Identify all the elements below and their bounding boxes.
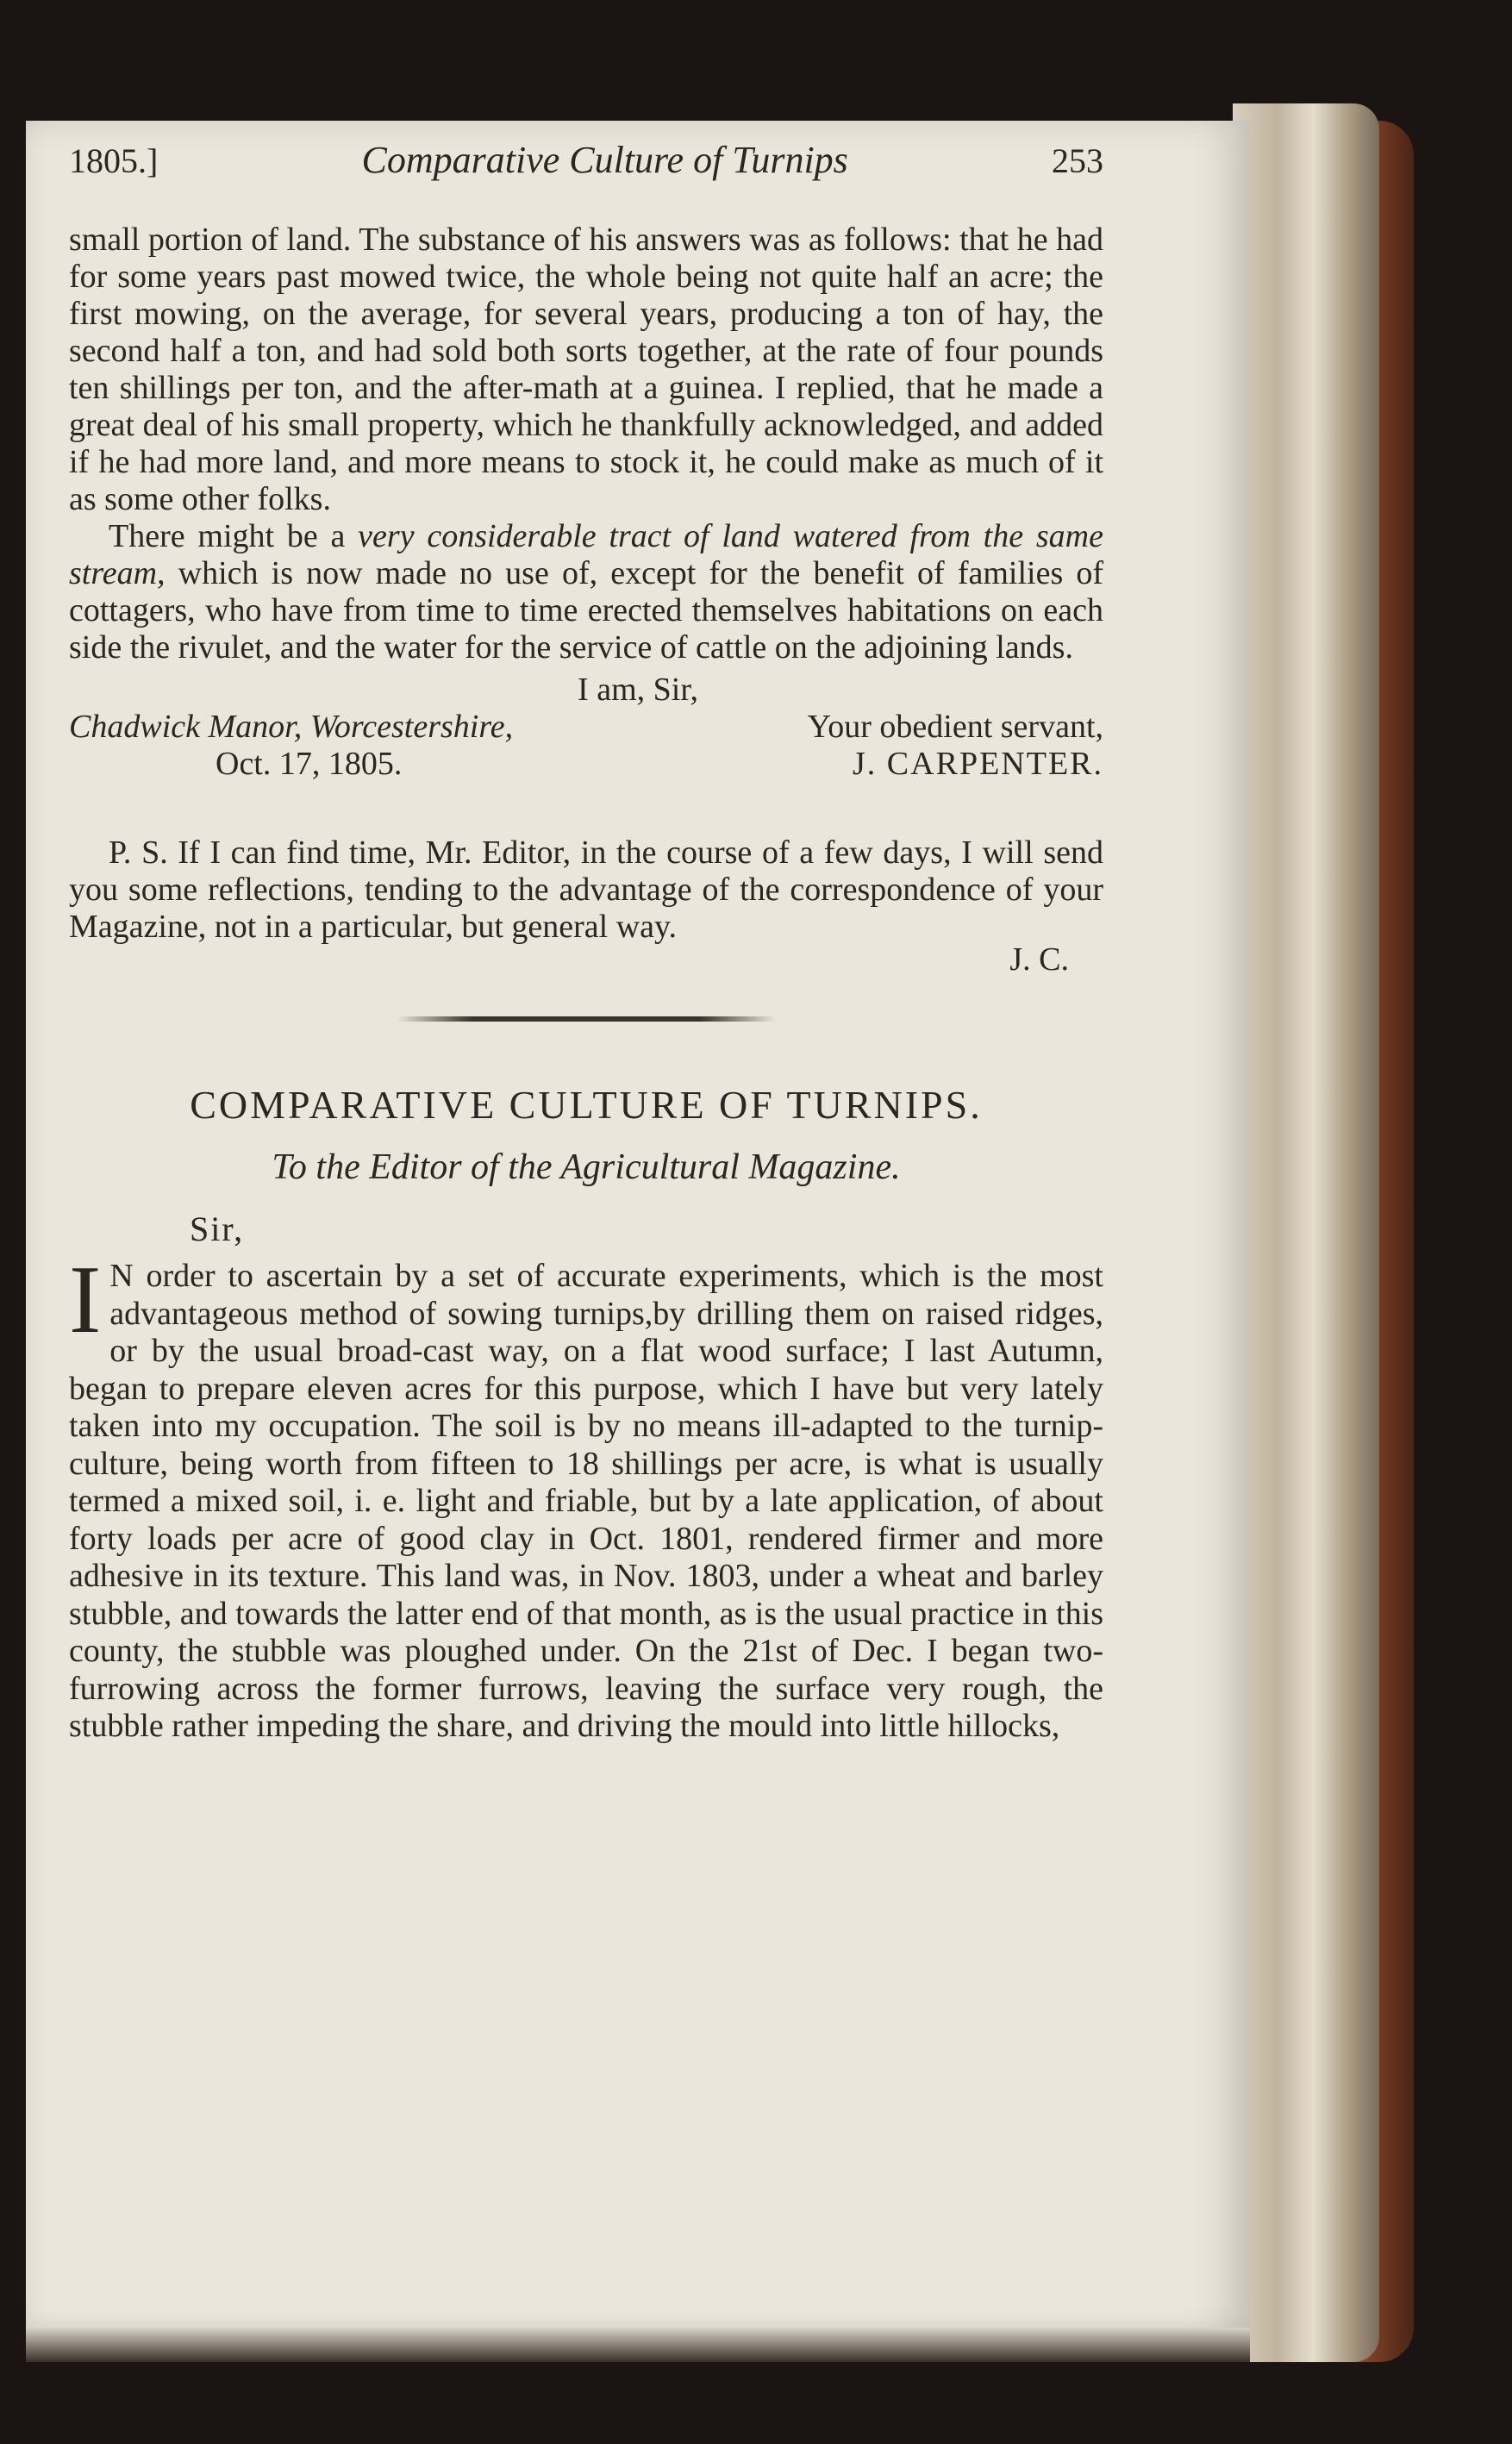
paragraph-2-italic: very considerable tract of land watered from the same stream, [69, 518, 1103, 591]
postscript-initials: J. C. [1009, 941, 1069, 978]
postscript: P. S. If I can find time, Mr. Editor, in the course of a few days, I will send you some reflections, tending to the advantage of the correspondence of your Magazine, not in a particular, but general way. [69, 834, 1103, 945]
paragraph-2-start: There might be a [109, 518, 359, 554]
article-body [69, 1247, 1103, 1746]
signature: J. CARPENTER. [853, 746, 1103, 782]
article-title: COMPARATIVE CULTURE OF TURNIPS. [190, 1083, 983, 1127]
drop-cap: I [69, 1247, 102, 1353]
page-bottom-shadow [26, 2328, 1250, 2362]
closing-place: Chadwick Manor, Worcestershire, [69, 709, 514, 745]
letter-closing [69, 672, 1103, 783]
page-edges [1233, 103, 1379, 2362]
closing-obedient: Your obedient servant, [807, 709, 1103, 745]
paragraph-2-end: which is now made no use of, except for the benefit of families of cottagers, who have from time to time erected themselves habitations on each side the rivulet, and the water for the service of cattle on the adjoining lands. [69, 555, 1103, 666]
closing-line: I am, Sir, [578, 672, 698, 708]
running-title: Comparative Culture of Turnips [361, 139, 848, 181]
header-year: 1805.] [69, 141, 159, 180]
page-content [69, 138, 1103, 1778]
running-header [69, 138, 1103, 182]
salutation: Sir, [190, 1209, 245, 1248]
letter-paragraph-1: small portion of land. The substance of his answers was as follows: that he had for some years past mowed twice, the whole being not quite half an acre; the first mowing, on the average, for several years, producing a ton of hay, the second half a ton, and had sold both sorts together, at the rate of four pounds ten shillings per ton, and the after-math at a guinea. I replied, that he made a great deal of his small property, which he thankfully acknowledged, and added if he had more land, and more means to stock it, he could make as much of it as some other folks. [69, 222, 1103, 517]
section-divider [397, 1016, 776, 1022]
page-number: 253 [1051, 141, 1103, 180]
article-subtitle: To the Editor of the Agricultural Magazine. [272, 1147, 901, 1187]
closing-date: Oct. 17, 1805. [216, 746, 403, 782]
letter-paragraph-2 [69, 518, 1103, 666]
closing-date-row [69, 746, 1103, 783]
article-body-text: N order to ascertain by a set of accurate experiments, which is the most advantageous method of sowing turnips,by drilling them on raised ridges, or by the usual broad-cast way, on a flat wood surface; I last Autumn, began to prepare eleven acres for this purpose, which I have but very lately taken into my occupation. The soil is by no means ill-adapted to the turnip-culture, being worth from fifteen to 18 shillings per acre, is what is usually termed a mixed soil, i. e. light and friable, but by a late application, of about forty loads per acre of good clay in Oct. 1801, rendered firmer and more adhesive in its texture. This land was, in Nov. 1803, under a wheat and barley stubble, and towards the latter end of that month, as is the usual practice in this county, the stubble was ploughed under. On the 21st of Dec. I began two-furrowing across the former furrows, leaving the surface very rough, the stubble rather impeding the share, and driving the mould into little hillocks, [69, 1258, 1103, 1744]
closing-place-row [69, 709, 1103, 746]
